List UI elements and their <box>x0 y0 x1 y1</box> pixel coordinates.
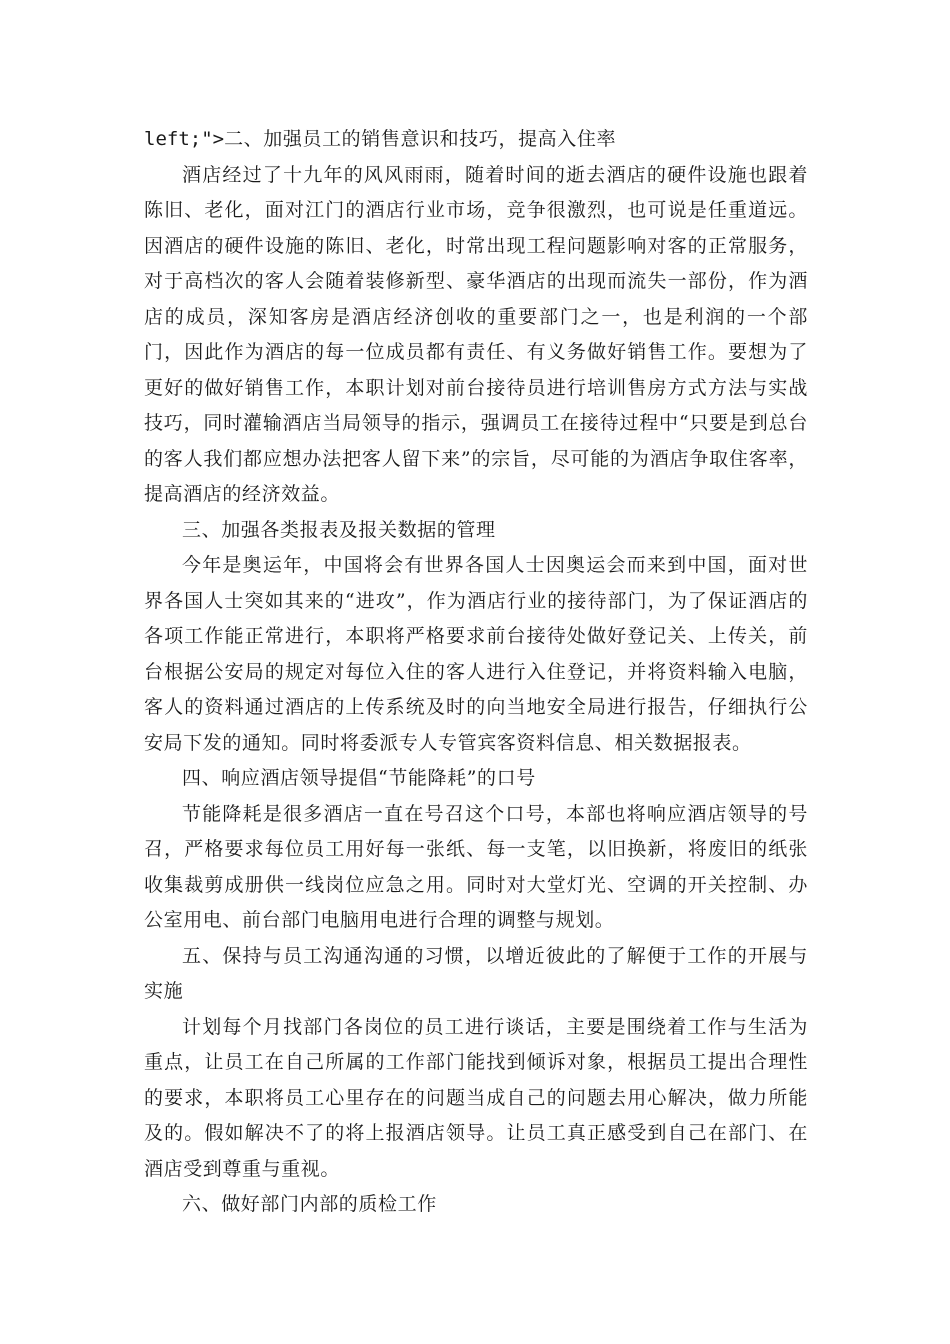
section-heading-2: 二、加强员工的销售意识和技巧，提高入住率 <box>224 128 617 150</box>
paragraph-hardware: 酒店经过了十九年的风风雨雨，随着时间的逝去酒店的硬件设施也跟着陈旧、老化，面对江门的酒店行业市场，竞争很激烈，也可说是任重道远。因酒店的硬件设施的陈旧、老化，时常出现工程问题影响对客的正常服务，对于高档次的客人会随着装修新型、豪华酒店的出现而流失一部份，作为酒店的成员，深知客房是酒店经济创收的重要部门之一，也是利润的一个部门，因此作为酒店的每一位成员都有责任、有义务做好销售工作。要想为了更好的做好销售工作，本职计划对前台接待员进行培训售房方式方法与实战技巧，同时灌输酒店当局领导的指示，强调员工在接待过程中“只要是到总台的客人我们都应想办法把客人留下来”的宗旨，尽可能的为酒店争取住客率，提高酒店的经济效益。 <box>144 163 808 505</box>
section-heading-6: 六、做好部门内部的质检工作 <box>182 1193 437 1215</box>
fragment-heading-line <box>144 122 808 158</box>
document-body <box>144 122 808 1223</box>
paragraph-communication: 计划每个月找部门各岗位的员工进行谈话，主要是围绕着工作与生活为重点，让员工在自己所属的工作部门能找到倾诉对象，根据员工提出合理性的要求，本职将员工心里存在的问题当成自己的问题去用心解决，做力所能及的。假如解决不了的将上报酒店领导。让员工真正感受到自己在部门、在酒店受到尊重与重视。 <box>144 1015 808 1180</box>
paragraph-energy: 节能降耗是很多酒店一直在号召这个口号，本部也将响应酒店领导的号召，严格要求每位员工用好每一张纸、每一支笔，以旧换新，将废旧的纸张收集裁剪成册供一线岗位应急之用。同时对大堂灯光、空调的开关控制、办公室用电、前台部门电脑用电进行合理的调整与规划。 <box>144 802 808 931</box>
section-heading-4: 四、响应酒店领导提倡“节能降耗”的口号 <box>182 767 536 789</box>
section-heading-3: 三、加强各类报表及报关数据的管理 <box>182 518 496 541</box>
paragraph-olympics: 今年是奥运年，中国将会有世界各国人士因奥运会而来到中国，面对世界各国人士突如其来的“进攻”，作为酒店行业的接待部门，为了保证酒店的各项工作能正常进行，本职将严格要求前台接待处做好登记关、上传关，前台根据公安局的规定对每位入住的客人进行入住登记，并将资料输入电脑，客人的资料通过酒店的上传系统及时的向当地安全局进行报告，仔细执行公安局下发的通知。同时将委派专人专管宾客资料信息、相关数据报表。 <box>144 554 808 754</box>
markup-fragment: left;"> <box>144 128 225 150</box>
section-heading-5: 五、保持与员工沟通沟通的习惯，以增近彼此的了解便于工作的开展与实施 <box>144 944 808 1002</box>
